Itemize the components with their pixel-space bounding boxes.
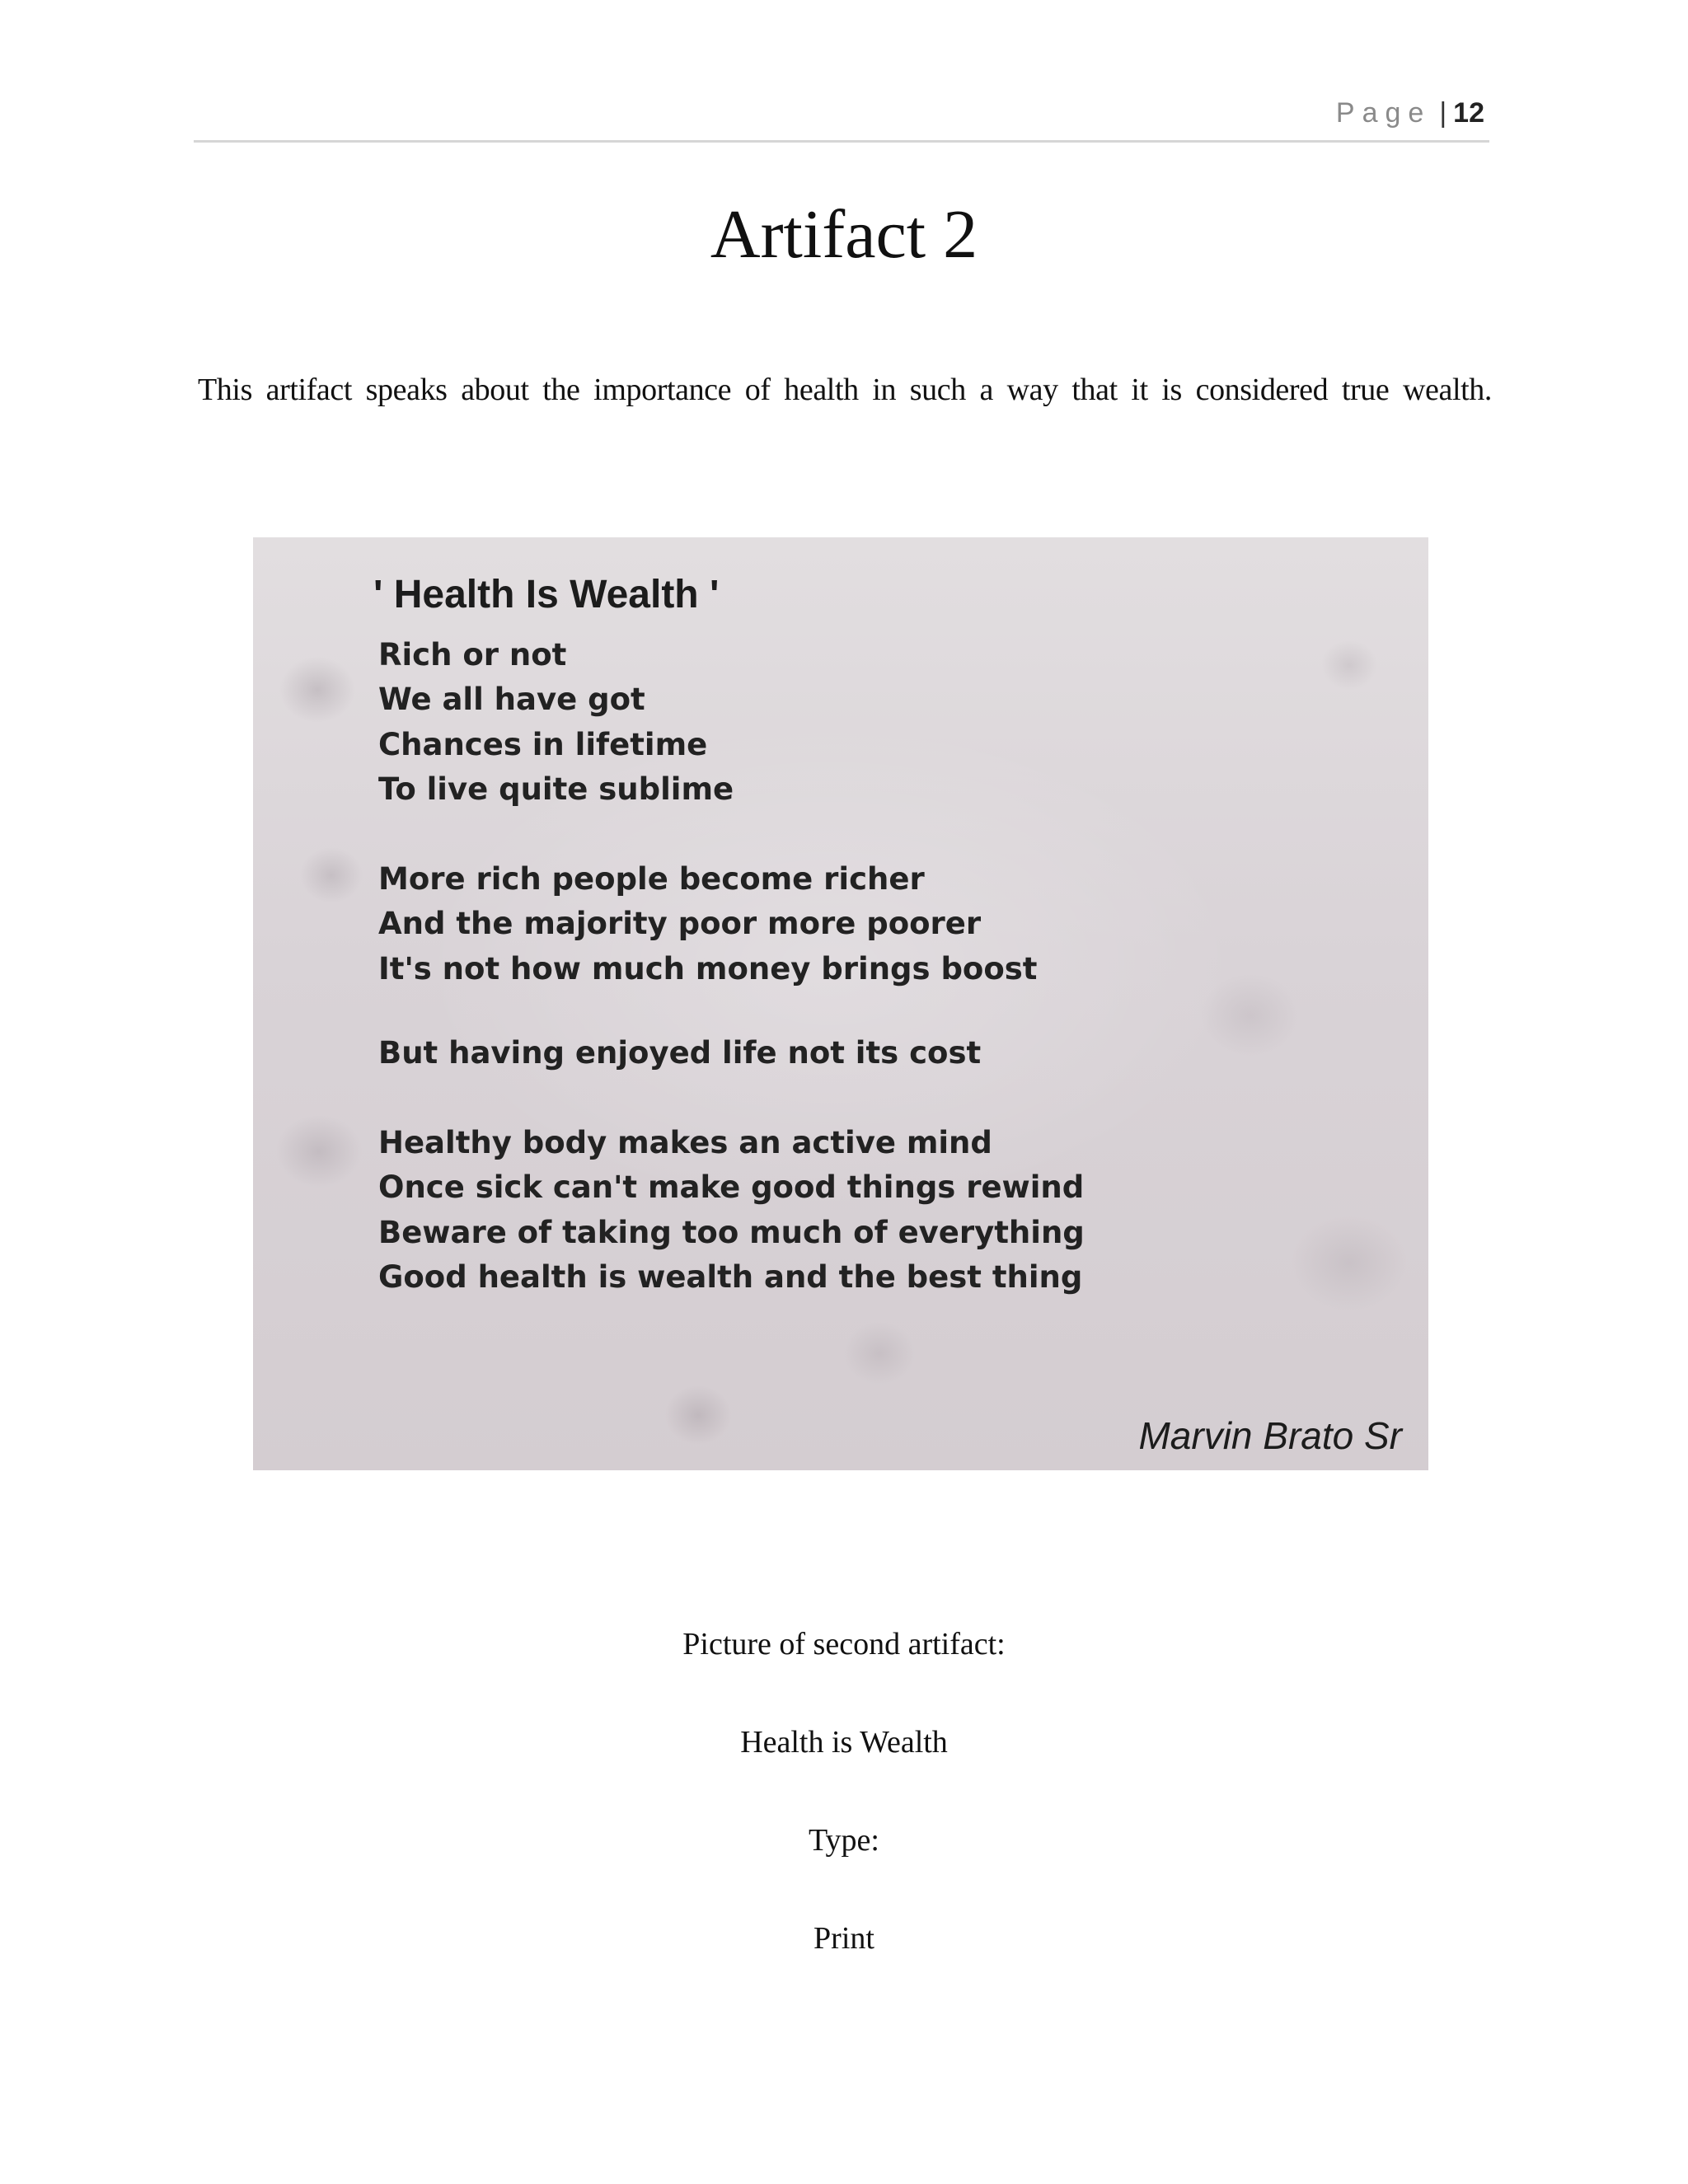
artifact-image-poem xyxy=(253,537,1428,1470)
poem-author: Marvin Brato Sr xyxy=(1138,1414,1402,1457)
page-word: Page xyxy=(1335,97,1432,129)
page-number-value: 12 xyxy=(1453,97,1484,129)
poem-line: More rich people become richer xyxy=(378,861,925,897)
poem-line: Healthy body makes an active mind xyxy=(378,1125,992,1160)
poem-line: To live quite sublime xyxy=(378,771,734,807)
poem-line: It's not how much money brings boost xyxy=(378,951,1038,987)
intro-paragraph: This artifact speaks about the importance of health in such a way that it is considered true wealth. xyxy=(198,373,1492,407)
poem-line: Once sick can't make good things rewind xyxy=(378,1169,1085,1205)
type-value: Print xyxy=(814,1921,874,1956)
page-separator: | xyxy=(1439,97,1447,129)
poem-line: We all have got xyxy=(378,682,645,717)
poem-line: Rich or not xyxy=(378,637,567,673)
poem-line: Beware of taking too much of everything xyxy=(378,1215,1085,1250)
page-header xyxy=(194,91,1489,143)
poem-line: But having enjoyed life not its cost xyxy=(378,1035,982,1071)
picture-label: Picture of second artifact: xyxy=(682,1627,1006,1661)
poem-title: ' Health Is Wealth ' xyxy=(373,573,720,616)
poem-line: And the majority poor more poorer xyxy=(378,906,982,941)
type-label: Type: xyxy=(809,1823,879,1858)
picture-name: Health is Wealth xyxy=(740,1725,948,1760)
page-number xyxy=(1336,97,1484,129)
poem-line: Chances in lifetime xyxy=(378,727,708,762)
page-title: Artifact 2 xyxy=(710,196,978,273)
poem-line: Good health is wealth and the best thing xyxy=(378,1259,1083,1295)
